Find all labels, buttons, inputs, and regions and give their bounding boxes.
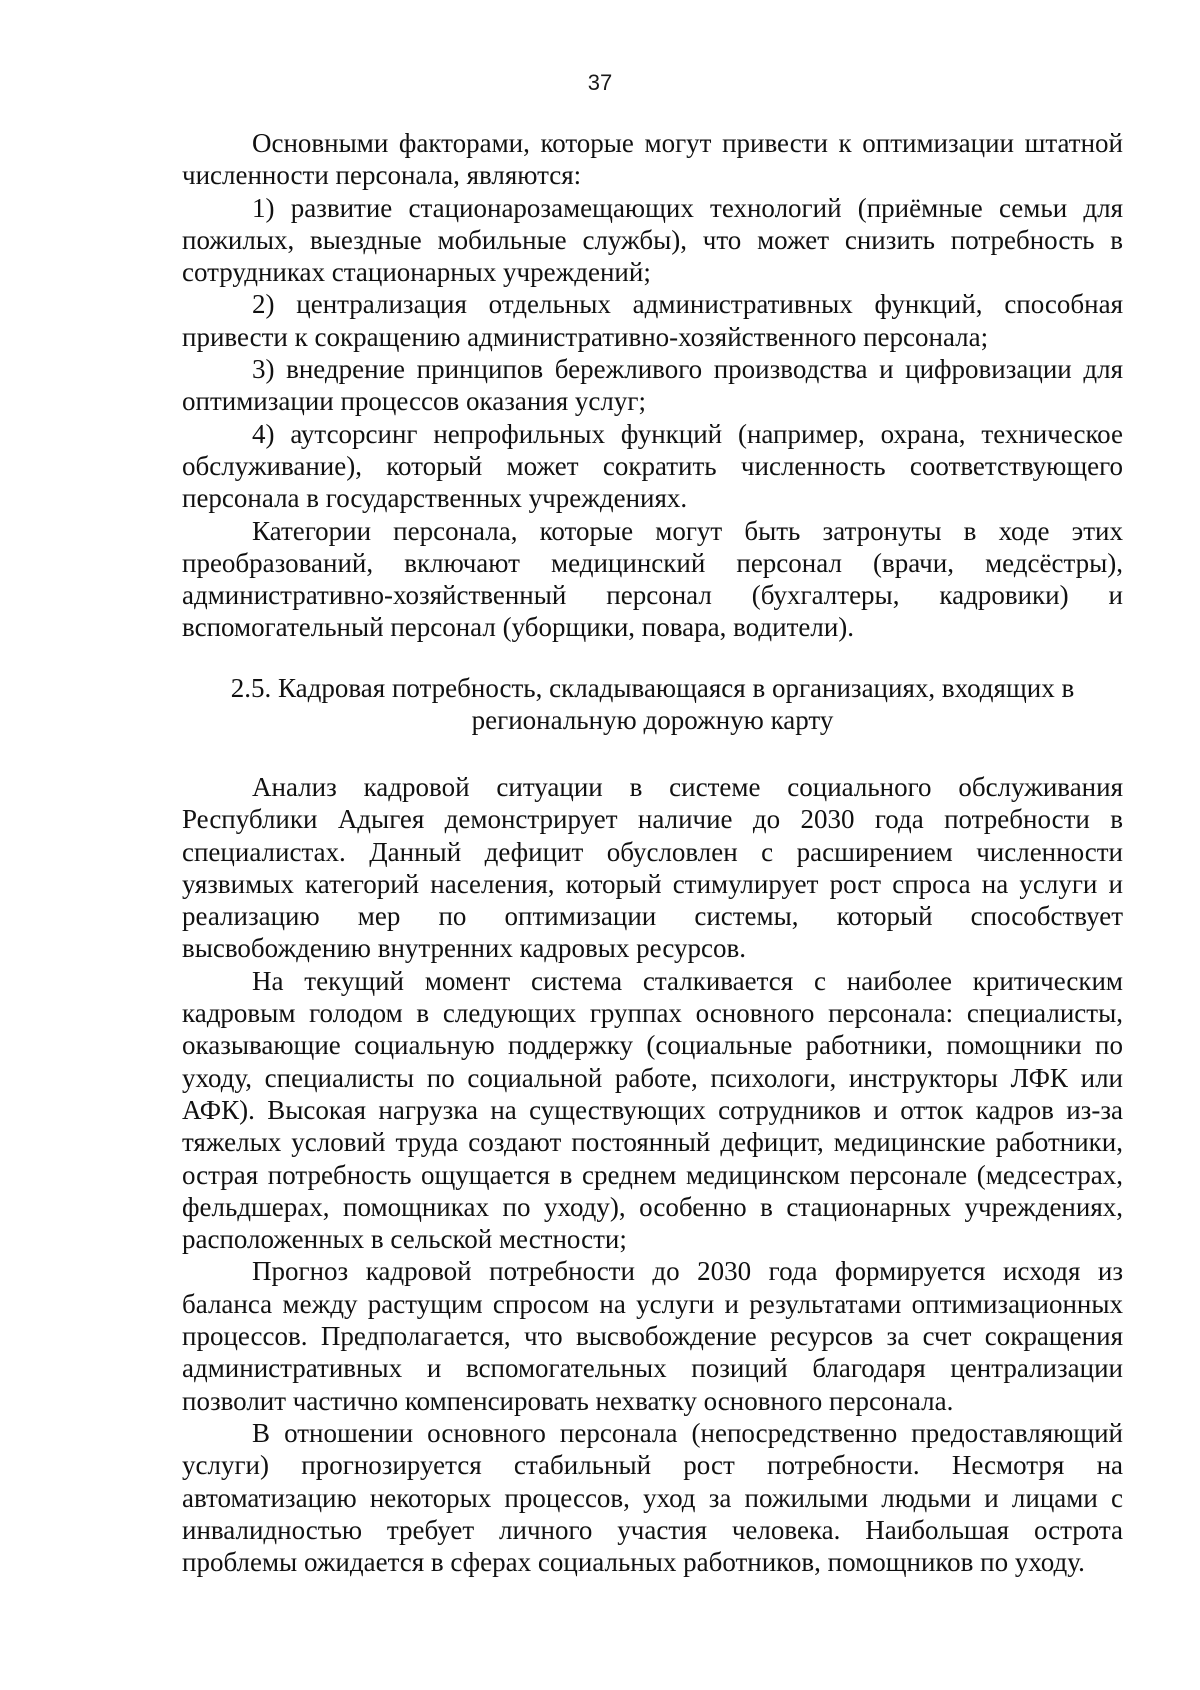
paragraph-core-staff: В отношении основного персонала (непосредственно предоставляющий услуги) прогнозируется стабильный рост потребности. Несмотря на автоматизацию некоторых процессов, уход за пожилыми людьми и лицами с инвалидностью требует личного участия человека. Наибольшая острота проблемы ожидается в сферах социальных работников, помощников по уходу. <box>182 1417 1123 1578</box>
page-number: 37 <box>587 70 613 95</box>
paragraph-factors-intro: Основными факторами, которые могут привести к оптимизации штатной численности персонала, являются: <box>182 128 1123 191</box>
paragraph-current-shortage: На текущий момент система сталкивается с наиболее критическим кадровым голодом в следующих группах основного персонала: специалисты, оказывающие социальную поддержку (социальные работники, помощники по уходу, специалисты по социальной работе, психологи, инструкторы ЛФК или АФК). Высокая нагрузка на существующих сотрудников и отток кадров из-за тяжелых условий труда создают постоянный дефицит, медицинские работники, острая потребность ощущается в среднем медицинском персонале (медсестрах, фельдшерах, помощниках по уходу), особенно в стационарных учреждениях, расположенных в сельской местности; <box>182 965 1123 1255</box>
paragraph-forecast: Прогноз кадровой потребности до 2030 года формируется исходя из баланса между растущим спросом на услуги и результатами оптимизационных процессов. Предполагается, что высвобождение ресурсов за счет сокращения административных и вспомогательных позиций благодаря централизации позволит частично компенсировать нехватку основного персонала. <box>182 1256 1123 1416</box>
intro-text-block <box>182 127 1123 644</box>
list-item-4: 4) аутсорсинг непрофильных функций (например, охрана, техническое обслуживание), который может сократить численность соответствующего персонала в государственных учреждениях. <box>182 418 1123 514</box>
paragraph-categories: Категории персонала, которые могут быть затронуты в ходе этих преобразований, включают медицинский персонал (врачи, медсёстры), административно-хозяйственный персонал (бухгалтеры, кадровики) и вспомогательный персонал (уборщики, повара, водители). <box>182 515 1123 643</box>
list-item-1: 1) развитие стационарозамещающих технологий (приёмные семьи для пожилых, выездные мобильные службы), что может снизить потребность в сотрудниках стационарных учреждений; <box>182 192 1123 288</box>
list-item-3: 3) внедрение принципов бережливого производства и цифровизации для оптимизации процессов оказания услуг; <box>182 354 1123 417</box>
section-heading-line-1: 2.5. Кадровая потребность, складывающаяся в организациях, входящих в <box>230 673 1075 703</box>
section-heading-line-2: региональную дорожную карту <box>471 705 834 736</box>
section-text-block <box>182 771 1123 1578</box>
paragraph-analysis: Анализ кадровой ситуации в системе социального обслуживания Республики Адыгея демонстрирует наличие до 2030 года потребности в специалистах. Данный дефицит обусловлен с расширением численности уязвимых категорий населения, который стимулирует рост спроса на услуги и реализацию мер по оптимизации системы, который способствует высвобождению внутренних кадровых ресурсов. <box>182 772 1123 964</box>
list-item-2: 2) централизация отдельных административных функций, способная привести к сокращению административно-хозяйственного персонала; <box>182 289 1123 352</box>
section-heading <box>182 672 1123 737</box>
